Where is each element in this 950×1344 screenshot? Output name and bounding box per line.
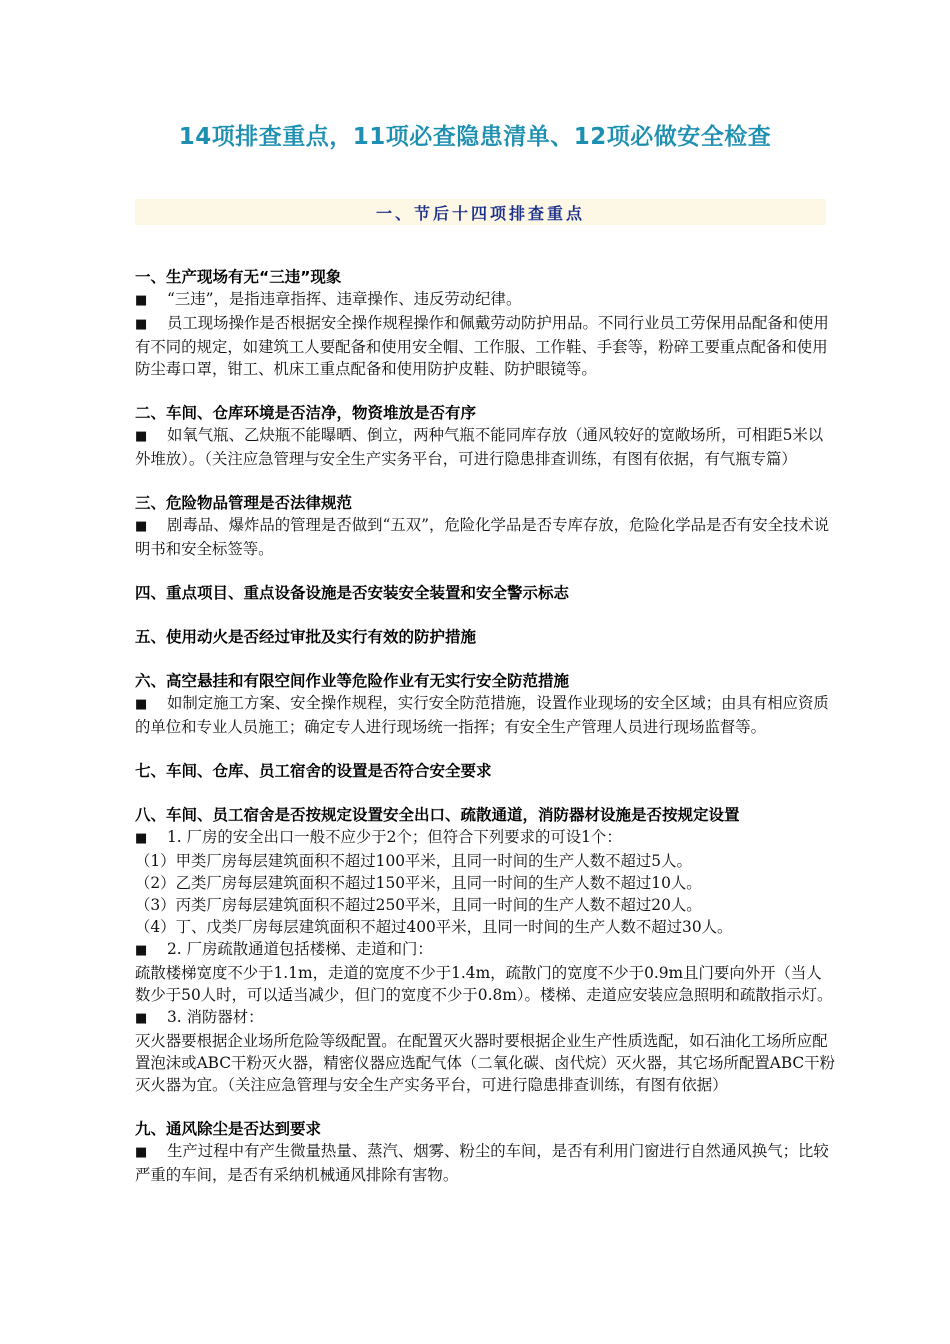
checklist-item: [135, 492, 835, 560]
paragraph-text: 1. 厂房的安全出口一般不应少于2个；但符合下列要求的可设1个：: [167, 828, 622, 846]
item-heading: 三、危险物品管理是否法律规范: [135, 494, 353, 512]
paragraph-text: （3）丙类厂房每层建筑面积不超过250平米，且同一时间的生产人数不超过20人。: [135, 896, 702, 914]
paragraph-text: 2. 厂房疏散通道包括楼梯、走道和门：: [167, 940, 433, 958]
bullet-paragraph: [135, 1140, 835, 1186]
item-heading: 二、车间、仓库环境是否洁净，物资堆放是否有序: [135, 404, 477, 422]
paragraph-text: “三违”，是指违章指挥、违章操作、违反劳动纪律。: [167, 290, 522, 308]
bullet-paragraph: [135, 938, 835, 962]
paragraph: [135, 894, 835, 916]
checklist-item: [135, 1118, 835, 1186]
section-title: 一、节后十四项排查重点: [375, 204, 585, 223]
checklist-item: [135, 760, 835, 782]
item-heading: 四、重点项目、重点设备设施是否安装安全装置和安全警示标志: [135, 584, 570, 602]
checklist-item: [135, 670, 835, 738]
item-heading: 七、车间、仓库、员工宿舍的设置是否符合安全要求: [135, 762, 492, 780]
paragraph-text: 如氧气瓶、乙炔瓶不能曝晒、倒立，两种气瓶不能同库存放（通风较好的宽敞场所，可相距5米以外堆放）。（关注应急管理与安全生产实务平台，可进行隐患排查训练，有图有依据，有气瓶专篇）: [135, 426, 824, 468]
paragraph-text: （4）丁、戊类厂房每层建筑面积不超过400平米，且同一时间的生产人数不超过30人。: [135, 918, 733, 936]
paragraph-text: 剧毒品、爆炸品的管理是否做到“五双”，危险化学品是否专库存放，危险化学品是否有安全技术说明书和安全标签等。: [135, 516, 830, 558]
item-heading: 一、生产现场有无“三违”现象: [135, 268, 342, 286]
bullet-paragraph: [135, 312, 835, 380]
paragraph: [135, 1030, 835, 1096]
checklist-item: [135, 402, 835, 470]
checklist-item: [135, 582, 835, 604]
paragraph-text: 生产过程中有产生微量热量、蒸汽、烟雾、粉尘的车间，是否有利用门窗进行自然通风换气；比较严重的车间，是否有采纳机械通风排除有害物。: [135, 1142, 829, 1184]
bullet-paragraph: [135, 1006, 835, 1030]
bullet-paragraph: [135, 692, 835, 738]
item-heading: 九、通风除尘是否达到要求: [135, 1120, 322, 1138]
item-heading: 六、高空悬挂和有限空间作业等危险作业有无实行安全防范措施: [135, 672, 570, 690]
paragraph-text: 3. 消防器材：: [167, 1008, 264, 1026]
paragraph: [135, 962, 835, 1006]
paragraph-text: （1）甲类厂房每层建筑面积不超过100平米，且同一时间的生产人数不超过5人。: [135, 852, 692, 870]
document-title: 14项排查重点，11项必查隐患清单、12项必做安全检查: [178, 124, 772, 150]
paragraph-text: 灭火器要根据企业场所危险等级配置。在配置灭火器时要根据企业生产性质选配，如石油化工场所应配置泡沫或ABC干粉灭火器，精密仪器应选配气体（二氧化碳、卤代烷）灭火器，其它场所配置ABC干粉灭火器为宜。（关注应急管理与安全生产实务平台，可进行隐患排查训练，有图有依据）: [135, 1032, 835, 1094]
checklist-item: [135, 266, 835, 380]
bullet-paragraph: [135, 288, 835, 312]
bullet-paragraph: [135, 514, 835, 560]
paragraph-text: 如制定施工方案、安全操作规程，实行安全防范措施，设置作业现场的安全区域；由具有相应资质的单位和专业人员施工；确定专人进行现场统一指挥；有安全生产管理人员进行现场监督等。: [135, 694, 829, 736]
paragraph-text: 疏散楼梯宽度不少于1.1m，走道的宽度不少于1.4m，疏散门的宽度不少于0.9m且门要向外开（当人数少于50人时，可以适当减少，但门的宽度不少于0.8m）。楼梯、走道应安装应急照明和疏散指示灯。: [135, 964, 833, 1004]
bullet-paragraph: [135, 424, 835, 470]
bullet-paragraph: [135, 826, 835, 850]
checklist-item: [135, 804, 835, 1096]
paragraph-text: 员工现场操作是否根据安全操作规程操作和佩戴劳动防护用品。不同行业员工劳保用品配备和使用有不同的规定，如建筑工人要配备和使用安全帽、工作服、工作鞋、手套等，粉碎工要重点配备和使用防尘毒口罩，钳工、机床工重点配备和使用防护皮鞋、防护眼镜等。: [135, 314, 829, 378]
paragraph: [135, 850, 835, 872]
document-body: [135, 266, 835, 1208]
checklist-item: [135, 626, 835, 648]
paragraph: [135, 872, 835, 894]
paragraph-text: （2）乙类厂房每层建筑面积不超过150平米，且同一时间的生产人数不超过10人。: [135, 874, 702, 892]
paragraph: [135, 916, 835, 938]
item-heading: 五、使用动火是否经过审批及实行有效的防护措施: [135, 628, 477, 646]
item-heading: 八、车间、员工宿舍是否按规定设置安全出口、疏散通道，消防器材设施是否按规定设置: [135, 806, 740, 824]
section-banner: [135, 199, 826, 225]
